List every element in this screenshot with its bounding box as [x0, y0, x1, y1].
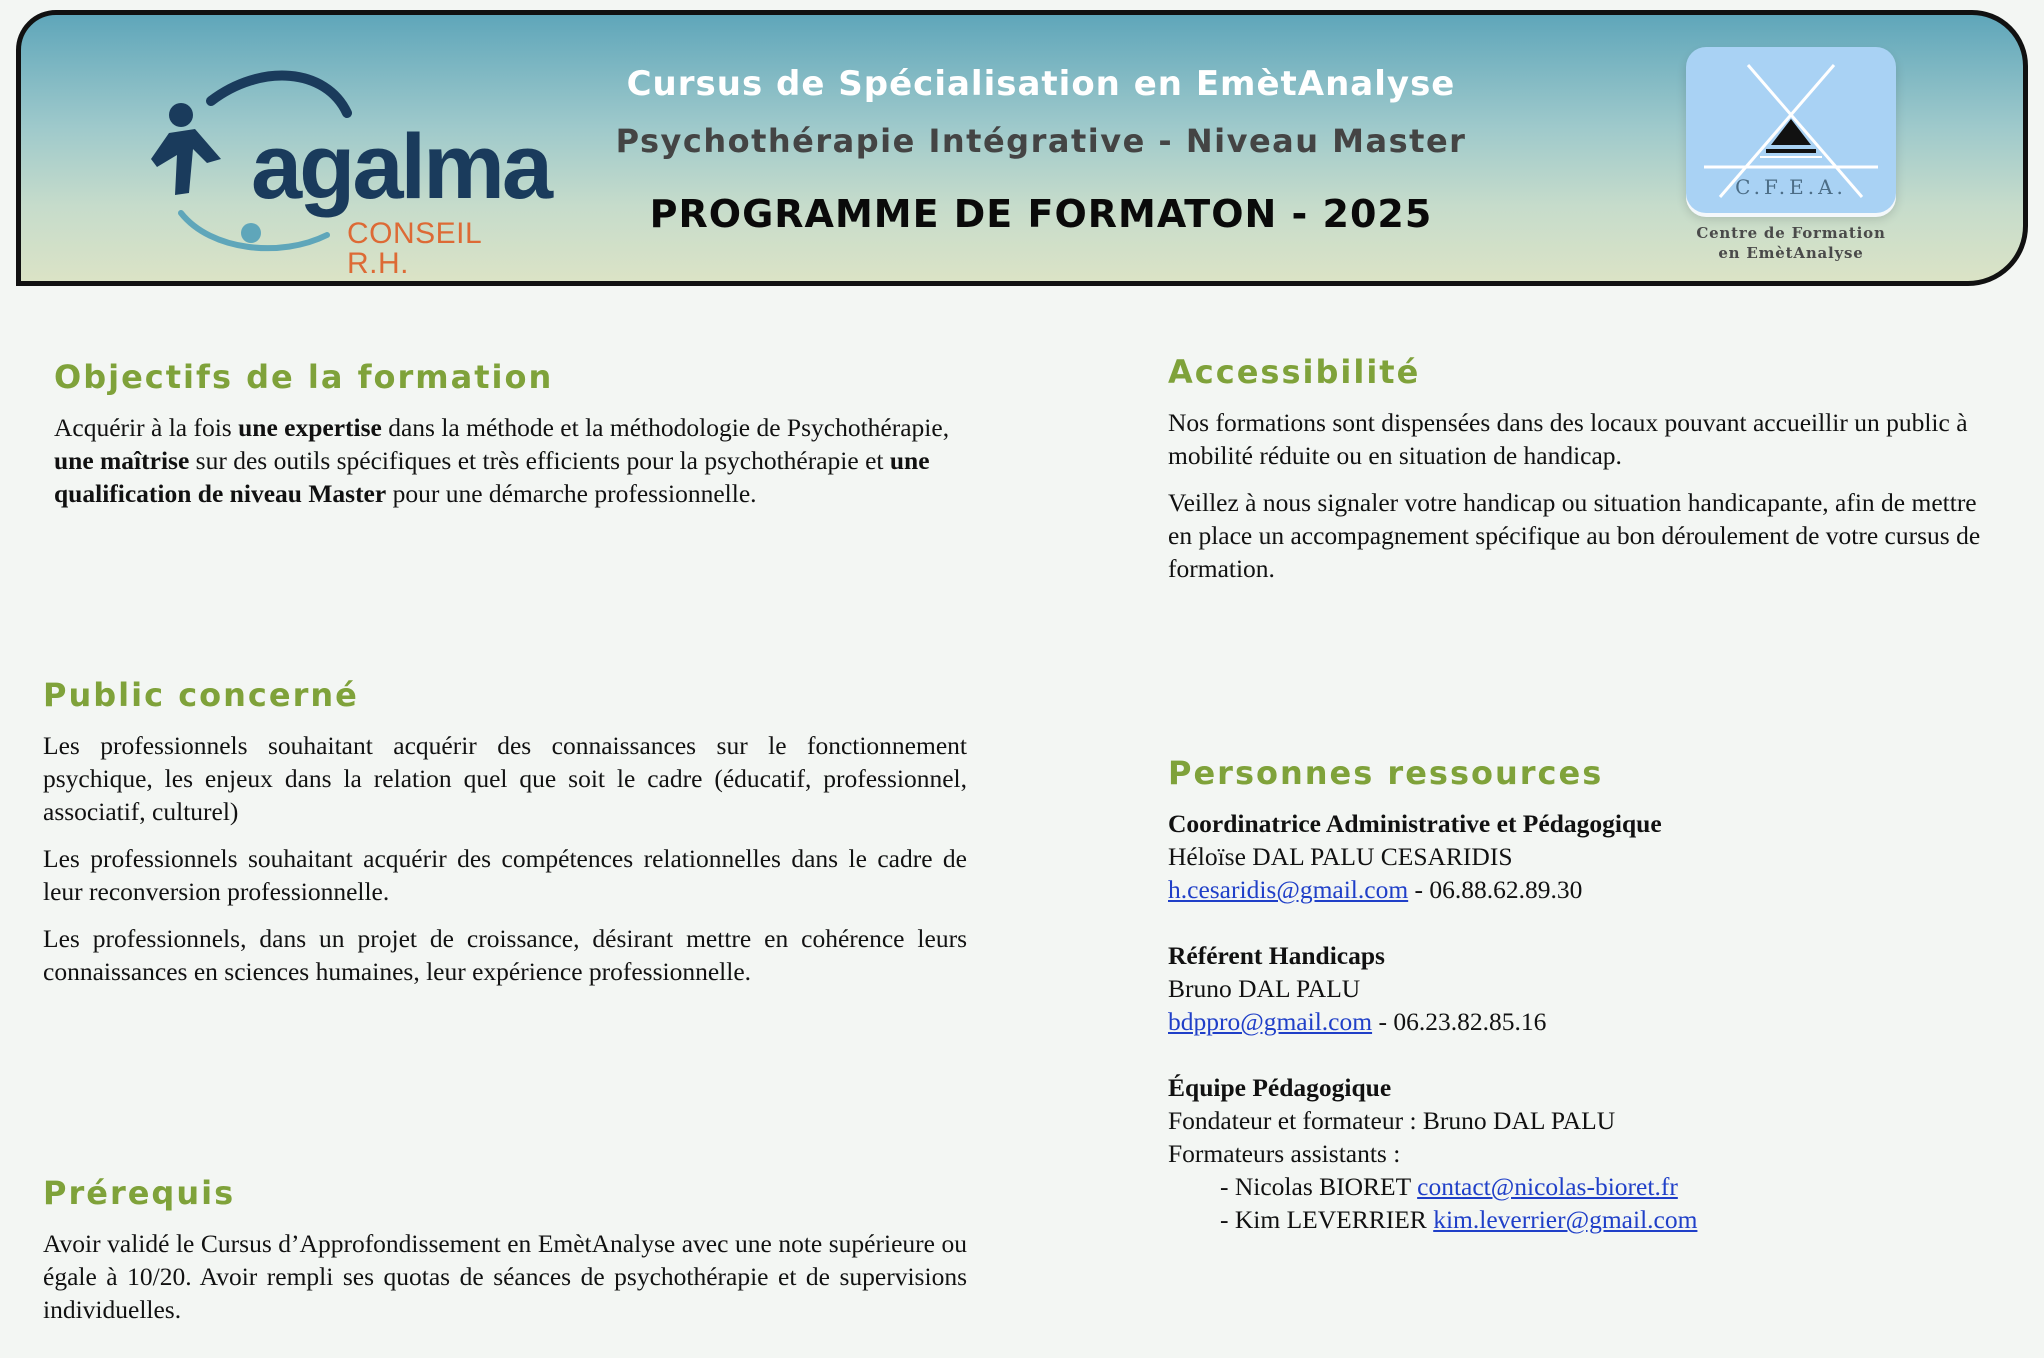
coordinatrice-role: Coordinatrice Administrative et Pédagogique: [1168, 809, 1662, 839]
assistant-name: - Nicolas BIORET: [1220, 1172, 1411, 1202]
assistant-email-link[interactable]: contact@nicolas-bioret.fr: [1417, 1172, 1678, 1202]
referent-phone: - 06.23.82.85.16: [1378, 1007, 1547, 1037]
assistant-item: [1168, 1203, 2002, 1236]
objectifs-qualification: une qualification de niveau Master: [54, 446, 930, 509]
referent-name: Bruno DAL PALU: [1168, 974, 1361, 1004]
agalma-wordmark: agalma: [251, 116, 551, 218]
section-public: [43, 678, 967, 1002]
objectifs-expertise: une expertise: [238, 413, 382, 443]
coordinatrice-phone: - 06.88.62.89.30: [1414, 875, 1583, 905]
objectifs-maitrise: une maîtrise: [54, 446, 190, 476]
objectifs-text-part: sur des outils spécifiques et très efficients pour la psychothérapie et: [189, 446, 890, 476]
equipe-fondateur: Fondateur et formateur : Bruno DAL PALU: [1168, 1106, 1616, 1136]
ressources-title: Personnes ressources: [1168, 754, 1604, 792]
accessibilite-paragraph-2: Veillez à nous signaler votre handicap ou situation handicapante, afin de mettre en place un accompagnement spécifique au bon déroulement de votre cursus de formation.: [1168, 488, 1981, 584]
public-paragraph-3: Les professionnels, dans un projet de croissance, désirant mettre en cohérence leurs connaissances en sciences humaines, leur expérience professionnelle.: [43, 924, 967, 987]
referent-contact: [1168, 1005, 2002, 1038]
prerequis-title: Prérequis: [43, 1174, 236, 1212]
objectifs-text-part: dans la méthode et la méthodologie de Psychothérapie,: [381, 413, 950, 443]
title-programme: PROGRAMME DE FORMATON - 2025: [649, 192, 1433, 236]
cfea-logo: [1686, 47, 1896, 213]
public-title: Public concerné: [43, 676, 359, 714]
coordinatrice-name: Héloïse DAL PALU CESARIDIS: [1168, 842, 1513, 872]
section-ressources: [1168, 756, 2002, 1236]
assistant-name: - Kim LEVERRIER: [1220, 1205, 1427, 1235]
prerequis-paragraph: Avoir validé le Cursus d’Approfondissement en EmètAnalyse avec une note supérieure ou égale à 10/20. Avoir rempli ses quotas de séances de psychothérapie et de supervisions individuelles.: [43, 1229, 967, 1325]
agalma-logo: [151, 63, 551, 280]
section-accessibilite: [1168, 355, 2002, 599]
assistant-email-link[interactable]: kim.leverrier@gmail.com: [1433, 1205, 1698, 1235]
title-cursus: Cursus de Spécialisation en EmètAnalyse: [626, 64, 1456, 104]
objectifs-text-part: Acquérir à la fois: [54, 413, 239, 443]
cfea-letters: C.F.E.A.: [1735, 175, 1847, 199]
public-paragraph-2: Les professionnels souhaitant acquérir des compétences relationnelles dans le cadre de leur reconversion professionnelle.: [43, 844, 967, 907]
cfea-caption-line2: en EmètAnalyse: [1718, 244, 1864, 262]
coordinatrice-contact: [1168, 873, 2002, 906]
agalma-tagline: CONSEIL R.H.: [347, 217, 482, 280]
cfea-caption: [1661, 223, 1921, 263]
section-prerequis: [43, 1176, 967, 1340]
assistant-item: [1168, 1170, 2002, 1203]
objectifs-text-part: pour une démarche professionnelle.: [386, 479, 757, 509]
accessibilite-paragraph-1: Nos formations sont dispensées dans des locaux pouvant accueillir un public à mobilité réduite ou en situation de handicap.: [1168, 408, 1968, 471]
title-niveau: Psychothérapie Intégrative - Niveau Master: [615, 122, 1467, 160]
referent-email-link[interactable]: bdppro@gmail.com: [1168, 1007, 1373, 1037]
accessibilite-title: Accessibilité: [1168, 353, 1421, 391]
equipe-assistants-label: Formateurs assistants :: [1168, 1139, 1401, 1169]
section-objectifs: [54, 360, 978, 524]
public-paragraph-1: Les professionnels souhaitant acquérir des connaissances sur le fonctionnement psychique, les enjeux dans la relation quel que soit le cadre (éducatif, professionnel, associatif, culturel): [43, 731, 967, 827]
cfea-caption-line1: Centre de Formation: [1696, 224, 1886, 242]
referent-role: Référent Handicaps: [1168, 941, 1385, 971]
objectifs-title: Objectifs de la formation: [54, 358, 554, 396]
header-banner: [16, 10, 2028, 286]
coordinatrice-email-link[interactable]: h.cesaridis@gmail.com: [1168, 875, 1409, 905]
objectifs-text: [54, 411, 978, 510]
equipe-role: Équipe Pédagogique: [1168, 1073, 1392, 1103]
